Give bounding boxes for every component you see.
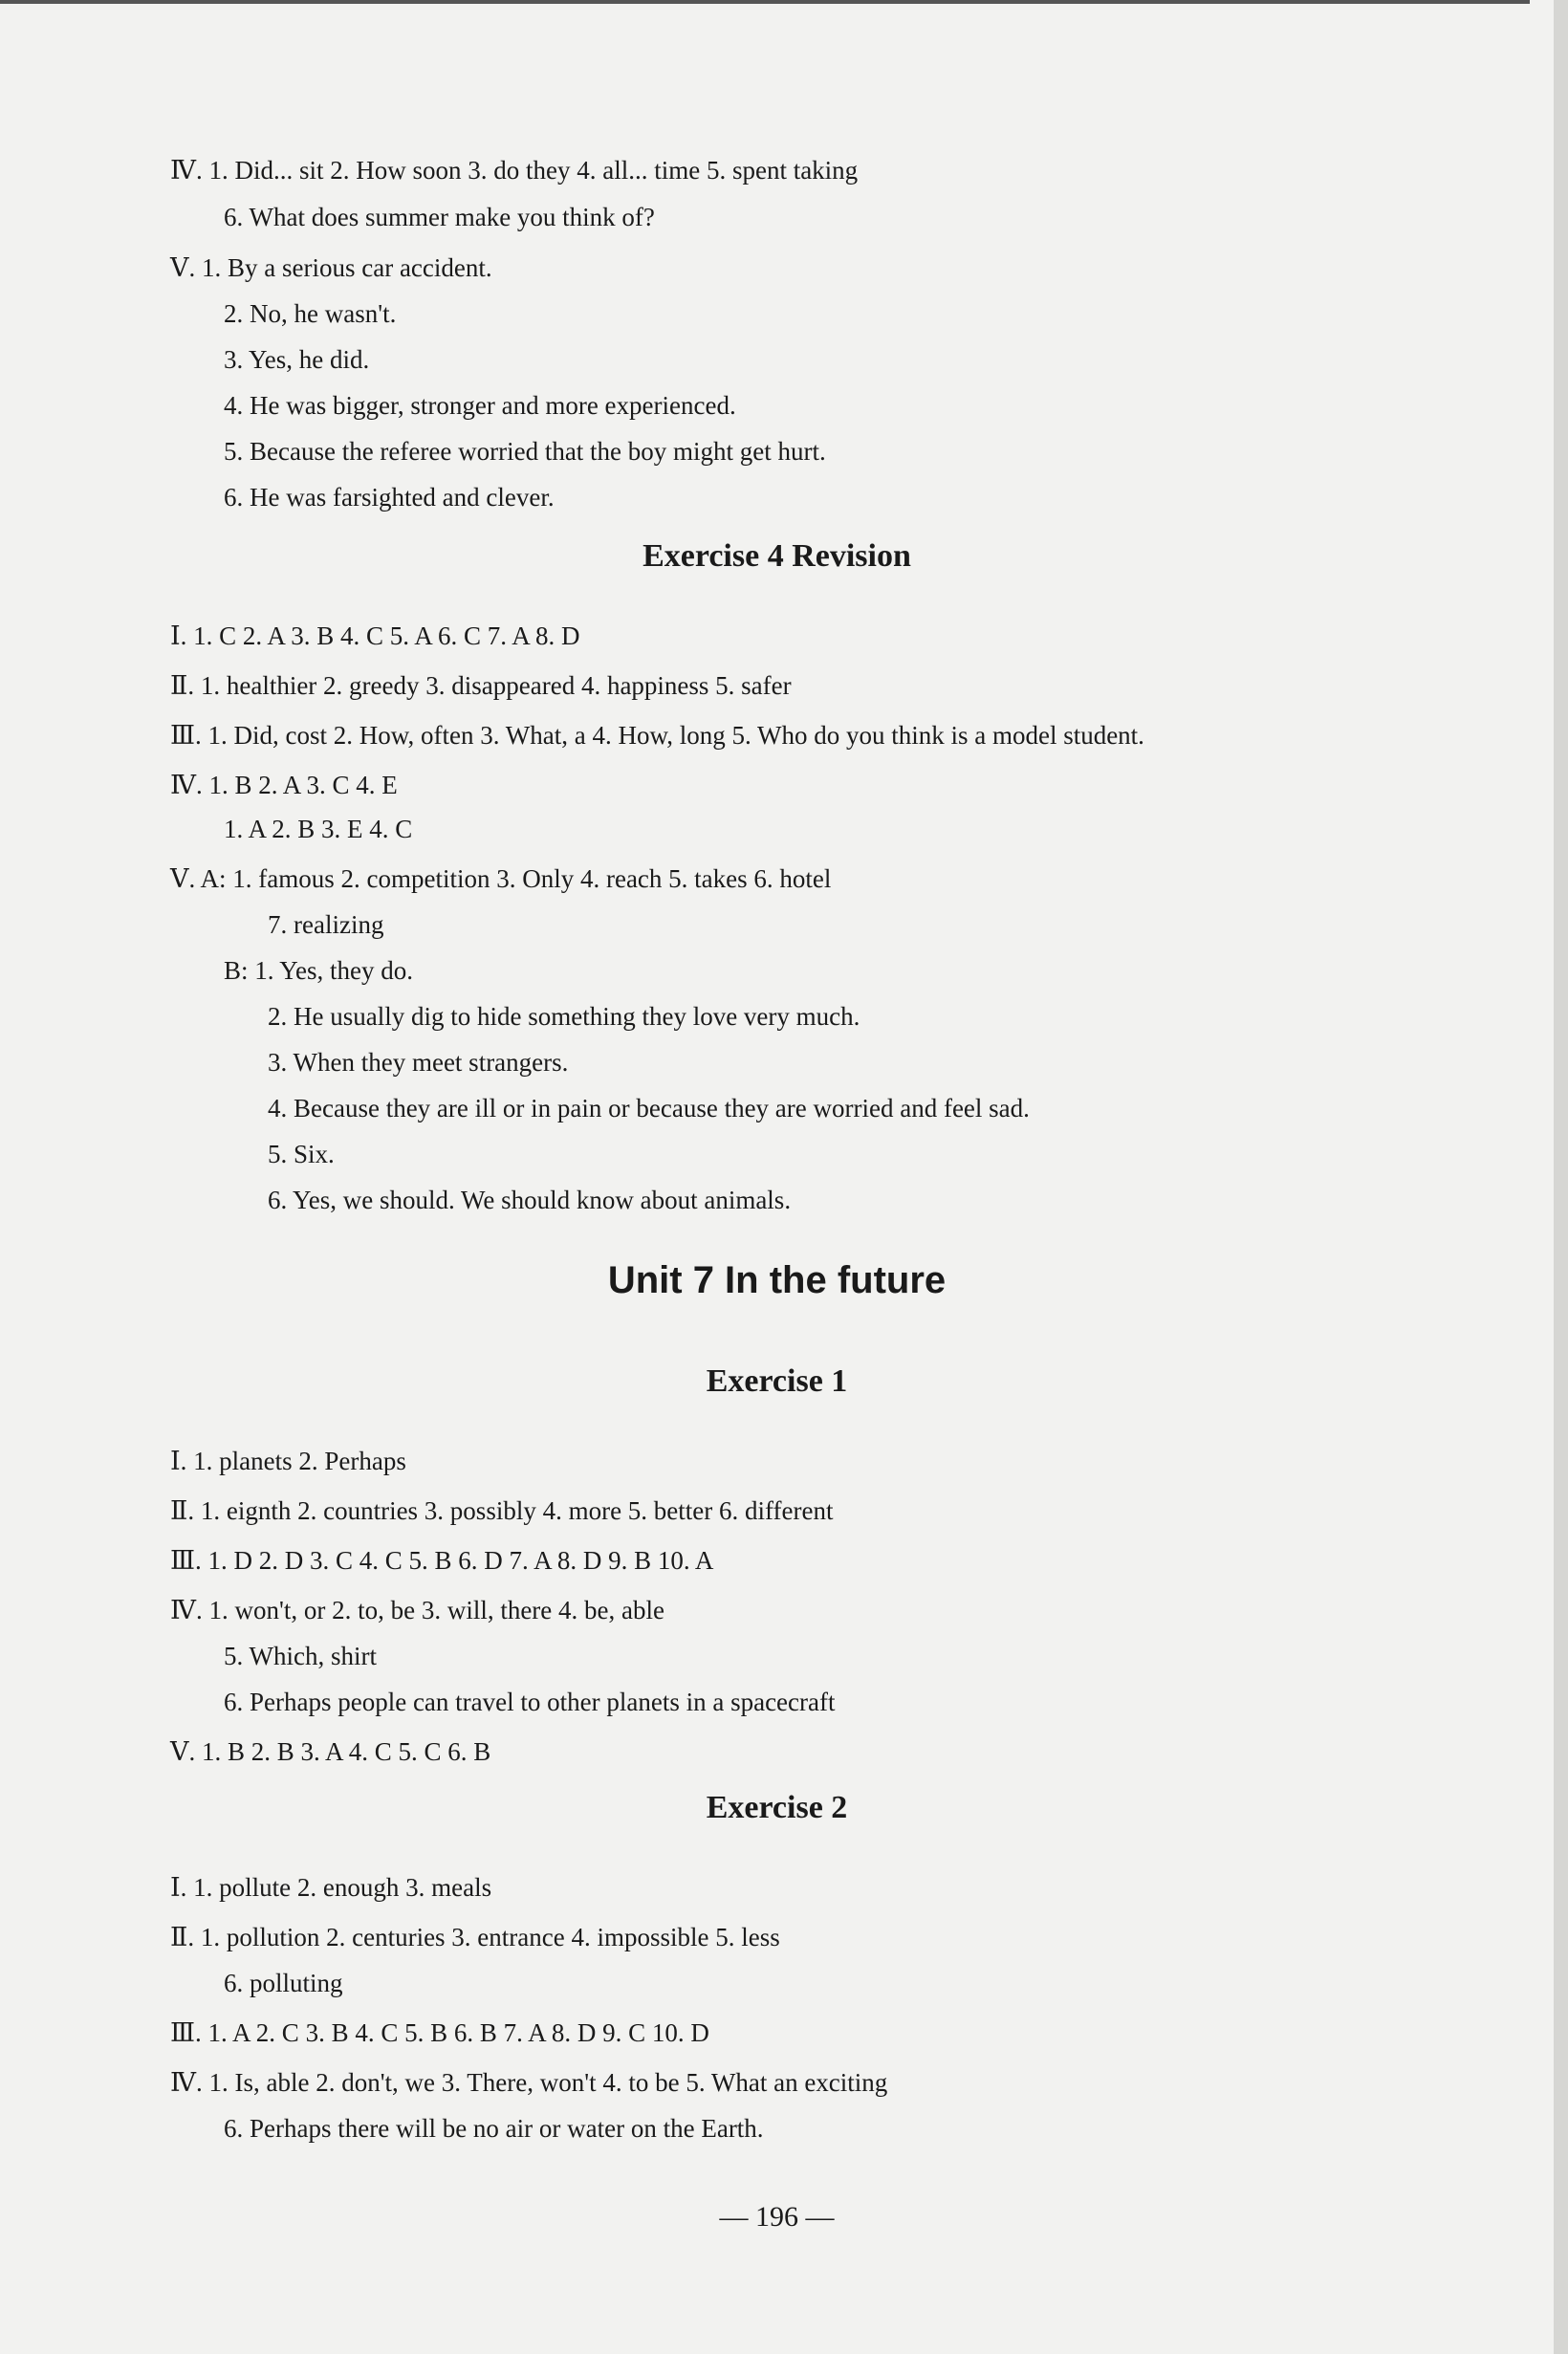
answer-line: B: 1. Yes, they do. <box>224 956 414 985</box>
answer-line: 5. Six. <box>268 1140 335 1168</box>
answer-line: 4. Because they are ill or in pain or because they are worried and feel sad. <box>268 1094 1030 1123</box>
answer-line: 4. He was bigger, stronger and more experienced. <box>224 391 736 420</box>
answer-line: Ⅳ. 1. won't, or 2. to, be 3. will, there 4. be, able <box>170 1596 664 1624</box>
page-number: — 196 — <box>719 2201 835 2233</box>
answer-line: 5. Because the referee worried that the boy might get hurt. <box>224 437 826 466</box>
answer-line: 6. What does summer make you think of? <box>224 203 655 231</box>
answer-line: Ⅴ. 1. B 2. B 3. A 4. C 5. C 6. B <box>170 1737 491 1766</box>
answer-line: Ⅰ. 1. planets 2. Perhaps <box>170 1447 406 1475</box>
exercise-heading: Exercise 2 <box>706 1790 848 1825</box>
answer-line: Ⅲ. 1. A 2. C 3. B 4. C 5. B 6. B 7. A 8. D 9. C 10. D <box>170 2018 709 2047</box>
answer-line: Ⅳ. 1. B 2. A 3. C 4. E <box>170 771 398 799</box>
answer-line: 2. He usually dig to hide something they love very much. <box>268 1002 860 1031</box>
answer-line: Ⅱ. 1. pollution 2. centuries 3. entrance 4. impossible 5. less <box>170 1923 780 1951</box>
unit-heading: Unit 7 In the future <box>607 1259 947 1301</box>
exercise-heading: Exercise 1 <box>706 1363 848 1399</box>
answer-line: Ⅲ. 1. D 2. D 3. C 4. C 5. B 6. D 7. A 8. D 9. B 10. A <box>170 1546 714 1575</box>
top-border-line <box>0 0 1530 4</box>
answer-line: Ⅰ. 1. C 2. A 3. B 4. C 5. A 6. C 7. A 8. D <box>170 621 580 650</box>
answer-line: 6. Yes, we should. We should know about animals. <box>268 1186 792 1214</box>
answer-line: Ⅴ. 1. By a serious car accident. <box>170 253 492 282</box>
answer-line: 5. Which, shirt <box>224 1642 377 1670</box>
answer-line: 6. Perhaps people can travel to other planets in a spacecraft <box>224 1688 836 1716</box>
answer-line: Ⅰ. 1. pollute 2. enough 3. meals <box>170 1873 492 1902</box>
answer-line: 6. polluting <box>224 1969 343 1997</box>
exercise-heading: Exercise 4 Revision <box>642 538 911 574</box>
answer-line: Ⅳ. 1. Is, able 2. don't, we 3. There, won't 4. to be 5. What an exciting <box>170 2068 888 2097</box>
answer-line: 7. realizing <box>268 910 384 939</box>
answer-line: Ⅳ. 1. Did... sit 2. How soon 3. do they 4. all... time 5. spent taking <box>170 156 859 185</box>
answer-line: Ⅴ. A: 1. famous 2. competition 3. Only 4. reach 5. takes 6. hotel <box>170 864 832 893</box>
answer-line: Ⅲ. 1. Did, cost 2. How, often 3. What, a 4. How, long 5. Who do you think is a model student. <box>170 721 1144 750</box>
answer-line: Ⅱ. 1. healthier 2. greedy 3. disappeared 4. happiness 5. safer <box>170 671 792 700</box>
answer-line: 6. He was farsighted and clever. <box>224 483 555 512</box>
answer-line: 3. Yes, he did. <box>224 345 370 374</box>
answer-line: 3. When they meet strangers. <box>268 1048 569 1077</box>
answer-line: Ⅱ. 1. eignth 2. countries 3. possibly 4. more 5. better 6. different <box>170 1496 834 1525</box>
page-edge <box>1554 0 1568 2354</box>
answer-line: 2. No, he wasn't. <box>224 299 397 328</box>
answer-line: 6. Perhaps there will be no air or water on the Earth. <box>224 2114 764 2143</box>
answer-line: 1. A 2. B 3. E 4. C <box>224 815 413 843</box>
